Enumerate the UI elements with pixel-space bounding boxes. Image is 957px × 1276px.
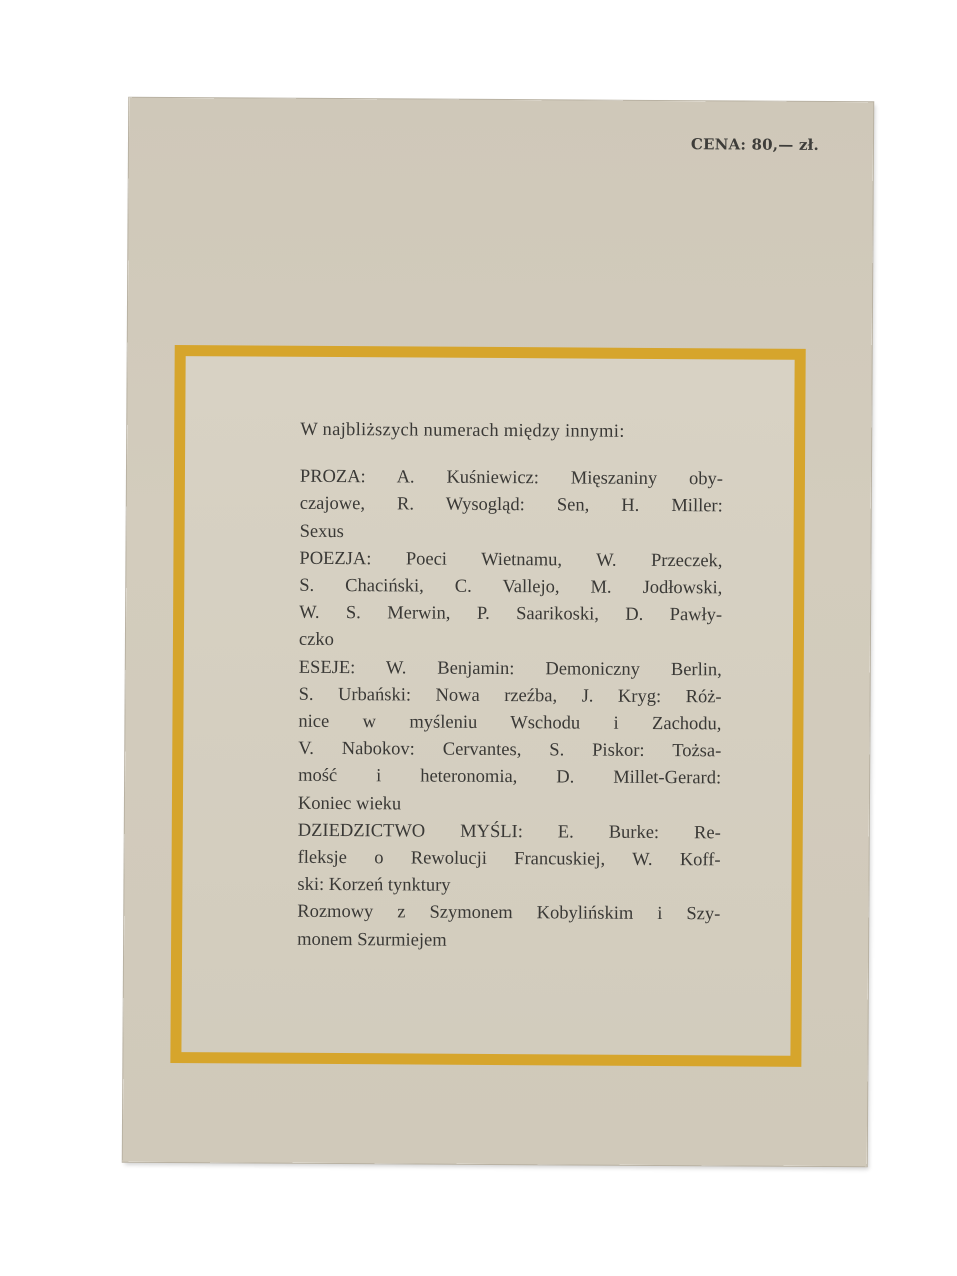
text-line: ESEJE: W. Benjamin: Demoniczny Berlin,: [298, 657, 722, 680]
text-line: V. Nabokov: Cervantes, S. Piskor: Tożsa-: [298, 739, 722, 762]
text-line: ski: Korzeń tynktury: [297, 875, 451, 896]
text-line: czajowe, R. Wysogląd: Sen, H. Miller:: [299, 494, 723, 517]
announcement-heading: W najbliższych numerach między innymi:: [300, 419, 625, 442]
book-back-cover: [123, 98, 873, 1167]
text-line: mość i heteronomia, D. Millet-Gerard:: [298, 766, 722, 789]
text-line: fleksje o Rewolucji Francuskiej, W. Koff-: [297, 847, 721, 871]
text-line: Rozmowy z Szymonem Kobylińskim i Szy-: [297, 902, 721, 925]
text-line: Koniec wieku: [297, 793, 402, 815]
text-line: S. Chaciński, C. Vallejo, M. Jodłowski,: [299, 575, 723, 599]
announcement-text: [297, 417, 723, 956]
text-line: czko: [298, 630, 334, 651]
text-line: Sexus: [299, 521, 344, 542]
price-label: CENA: 80,— zł.: [690, 135, 820, 154]
text-line: nice w myśleniu Wschodu i Zachodu,: [298, 711, 722, 735]
text-line: PROZA: A. Kuśniewicz: Mięszaniny oby-: [299, 466, 723, 490]
text-line: DZIEDZICTWO MYŚLI: E. Burke: Re-: [297, 820, 721, 844]
text-line: monem Szurmiejem: [297, 929, 447, 951]
text-line: S. Urbański: Nowa rzeźba, J. Kryg: Róż-: [298, 684, 722, 708]
text-line: POEZJA: Poeci Wietnamu, W. Przeczek,: [299, 548, 723, 572]
text-line: W. S. Merwin, P. Saarikoski, D. Pawły-: [299, 603, 723, 626]
